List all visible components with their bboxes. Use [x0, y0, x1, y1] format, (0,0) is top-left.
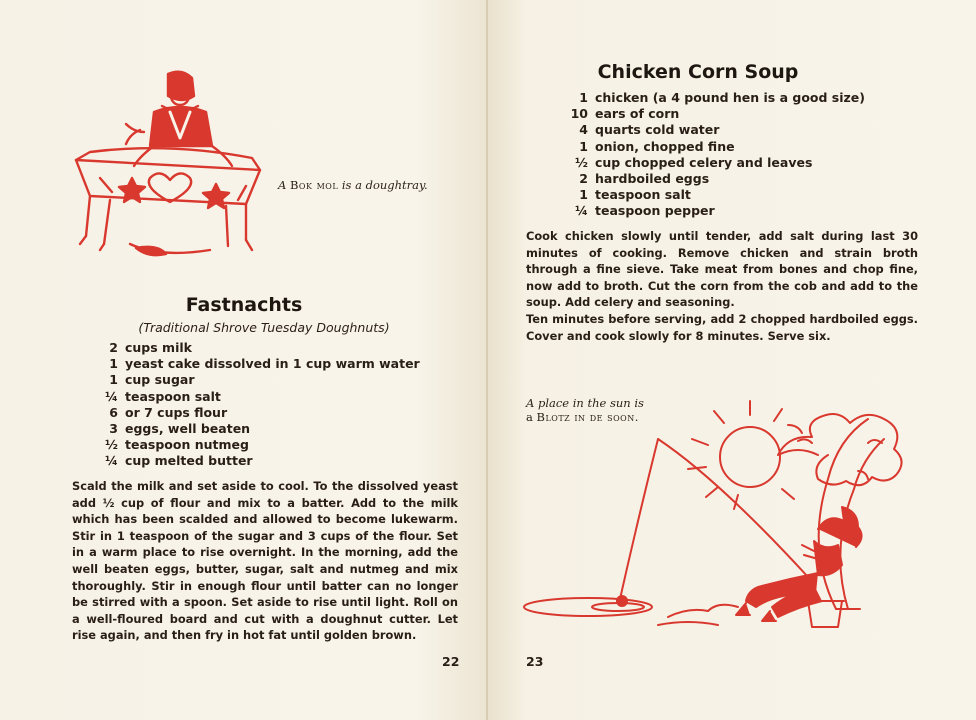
chicken-corn-soup-title: Chicken Corn Soup: [597, 61, 799, 83]
ingredient-text: yeast cake dissolved in 1 cup warm water: [125, 356, 420, 372]
ingredient-text: teaspoon salt: [125, 388, 221, 404]
ingredient-item: [96, 340, 420, 356]
doughtray-caption: A Bok mol is a doughtray.: [278, 178, 428, 192]
ingredient-item: [566, 155, 865, 171]
ingredient-item: [566, 187, 865, 203]
ingredient-item: [566, 90, 865, 106]
fastnachts-subtitle: (Traditional Shrove Tuesday Doughnuts): [138, 320, 390, 335]
soup-ingredients: [566, 90, 865, 220]
ingredient-quantity: 4: [579, 122, 588, 138]
ingredient-quantity: ½: [575, 154, 588, 170]
ingredient-item: [566, 122, 865, 138]
ingredient-item: [566, 106, 865, 122]
ingredient-text: cups milk: [125, 340, 192, 355]
ingredient-text: cup chopped celery and leaves: [595, 154, 813, 170]
ingredient-item: [96, 372, 420, 388]
ingredient-quantity: ¼: [105, 388, 118, 404]
ingredient-quantity: 3: [109, 421, 118, 437]
ingredient-item: [566, 139, 865, 155]
fastnachts-ingredients: [96, 340, 420, 470]
right-page: [488, 0, 976, 720]
ingredient-text: cup melted butter: [125, 453, 253, 469]
ingredient-text: teaspoon nutmeg: [125, 437, 249, 453]
fishing-caption: A place in the sun is a Blotz in de soon.: [526, 396, 644, 424]
ingredient-text: or 7 cups flour: [125, 404, 228, 420]
ingredient-text: cup sugar: [125, 372, 195, 388]
doughtray-woman-illustration: [70, 68, 270, 283]
ingredient-item: [96, 389, 420, 405]
ingredient-text: eggs, well beaten: [125, 421, 251, 437]
ingredient-text: teaspoon pepper: [595, 203, 715, 219]
ingredient-item: [96, 405, 420, 421]
ingredient-item: [566, 171, 865, 187]
ingredient-quantity: ¼: [105, 453, 118, 469]
ingredient-quantity: 1: [579, 187, 588, 203]
ingredient-text: teaspoon salt: [595, 187, 691, 203]
ingredient-item: [96, 437, 420, 453]
ingredient-item: [96, 356, 420, 372]
fastnachts-title: Fastnachts: [185, 294, 303, 316]
ingredient-text: chicken (a 4 pound hen is a good size): [595, 90, 865, 105]
ingredient-quantity: 10: [570, 106, 588, 122]
ingredient-quantity: 1: [109, 372, 118, 388]
ingredient-quantity: 2: [579, 171, 588, 187]
ingredient-item: [566, 203, 865, 219]
page-number-left: 22: [442, 654, 460, 669]
ingredient-quantity: 1: [109, 356, 118, 372]
soup-instructions-2: Ten minutes before serving, add 2 chopped hardboiled eggs. Cover and cook slowly for 8 minutes. Serve six.: [526, 312, 918, 343]
ingredient-quantity: 2: [109, 340, 118, 355]
ingredient-text: ears of corn: [595, 106, 680, 122]
ingredient-item: [96, 453, 420, 469]
fisherman-sun-illustration: [518, 395, 928, 635]
page-number-right: 23: [526, 654, 544, 669]
ingredient-text: hardboiled eggs: [595, 171, 710, 187]
ingredient-quantity: 6: [109, 404, 118, 420]
ingredient-quantity: 1: [579, 90, 588, 105]
ingredient-quantity: ¼: [575, 203, 588, 219]
ingredient-quantity: 1: [579, 138, 588, 154]
ingredient-text: onion, chopped fine: [595, 138, 735, 154]
fastnachts-instructions: Scald the milk and set aside to cool. To the dissolved yeast add ½ cup of flour and mix to a batter. Add to the milk which has been scalded and allowed to become lukewarm. Stir in 1 teaspoon of the sugar and 3 cups of the flour. Set in a warm place to rise overnight. In the morning, add the well beaten eggs, butter, sugar, salt and nutmeg and mix thoroughly. Stir in enough flour until batter can no longer be stirred with a spoon. Set aside to rise until light. Roll on a well-floured board and cut with a doughnut cutter. Let rise again, and then fry in hot fat until golden brown.: [72, 479, 458, 643]
soup-instructions-1: Cook chicken slowly until tender, add salt during last 30 minutes of cooking. Remove chicken and strain broth through a fine sieve. Take meat from bones and chop fine, now add to broth. Cut the corn from the cob and add to the soup. Add celery and seasoning.: [526, 229, 918, 310]
ingredient-quantity: ½: [105, 437, 118, 453]
ingredient-item: [96, 421, 420, 437]
ingredient-text: quarts cold water: [595, 122, 720, 138]
